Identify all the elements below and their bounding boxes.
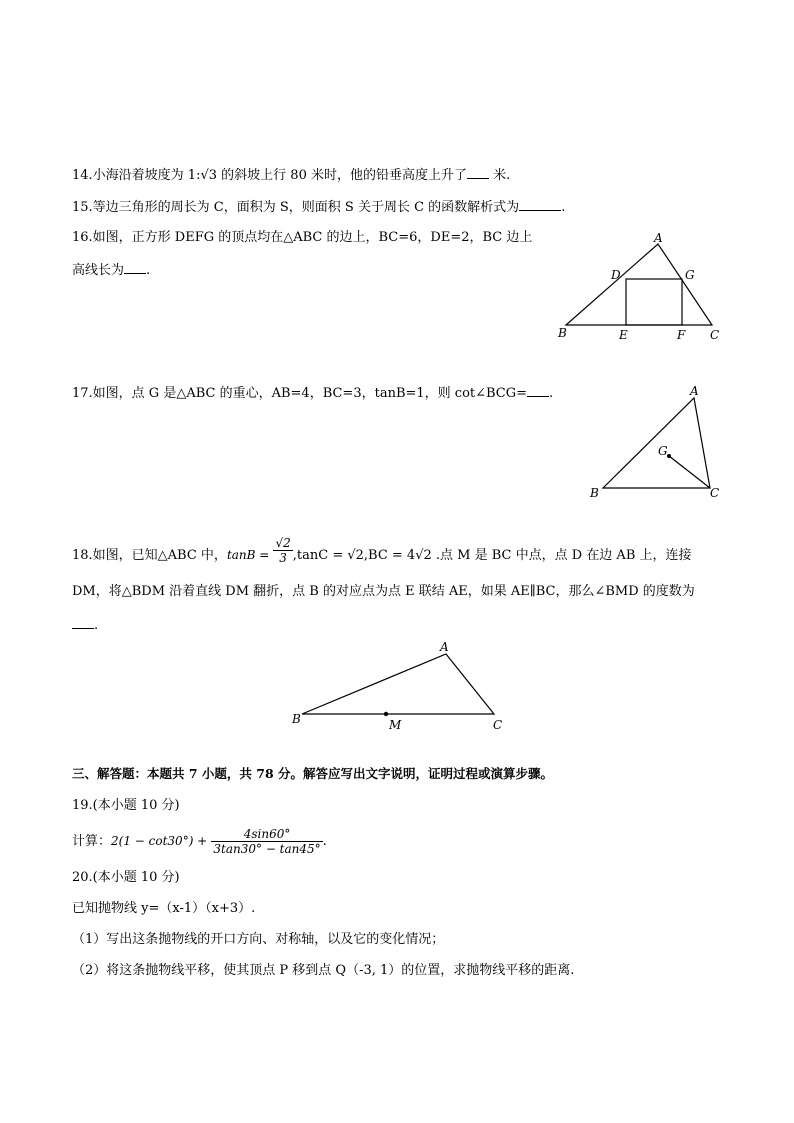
q20-part1: （1）写出这条抛物线的开口方向、对称轴，以及它的变化情况； (72, 932, 445, 947)
q16-label-f: F (677, 328, 686, 342)
question-19-body (72, 826, 327, 857)
q19-end: . (322, 834, 327, 849)
q15-text: 15.等边三角形的周长为 C，面积为 S，则面积 S 关于周长 C 的函数解析式为 (72, 200, 520, 215)
q14-sqrt: √3 (200, 168, 218, 183)
q16-label-b: B (558, 326, 567, 340)
q17-end: . (549, 386, 554, 401)
q18-frac-den: 3 (279, 551, 287, 565)
q18-label-m: M (389, 718, 402, 732)
q18-end: . (94, 618, 99, 633)
q16-label-c: C (710, 328, 720, 342)
q19-frac-den: 3tan30° − tan45° (213, 842, 321, 856)
q16-end: . (146, 263, 151, 278)
q14-text-before: 14.小海沿着坡度为 1: (72, 168, 201, 183)
q18-label-c: C (493, 718, 503, 732)
question-20-given (72, 899, 255, 919)
q15-end: . (561, 200, 566, 215)
q17-label-a: A (690, 384, 699, 398)
q19-header: 19.(本小题 10 分) (72, 798, 180, 813)
q17-label-b: B (590, 486, 599, 500)
q14-unit: 米. (488, 168, 511, 183)
q16-label-a: A (654, 231, 663, 245)
q16-label-g: G (685, 268, 695, 282)
q19-calc-label: 计算： (72, 834, 112, 849)
q16-line1: 16.如图，正方形 DEFG 的顶点均在△ABC 的边上，BC=6，DE=2，BC 边上 (72, 230, 533, 245)
q18-rest1: ,tanC = √2,BC = 4√2 .点 M 是 BC 中点，点 D 在边 AB 上，连接 (292, 548, 692, 563)
q18-line2: DM，将△BDM 沿着直线 DM 翻折，点 B 的对应点为点 E 联结 AE，如果 AE∥BC，那么∠BMD 的度数为 (72, 584, 695, 599)
q20-header: 20.(本小题 10 分) (72, 870, 180, 885)
q18-point-m (384, 712, 388, 716)
q19-expr-left: 2(1 − cot30°) + (111, 834, 208, 848)
q18-prefix: 18.如图，已知△ABC 中， (72, 548, 227, 563)
q18-label-b: B (292, 712, 301, 726)
q16-label-e: E (619, 328, 628, 342)
q18-label-a: A (440, 640, 449, 654)
question-19-header (72, 796, 180, 816)
q18-tanb: tanB = (226, 548, 270, 562)
q16-label-d: D (611, 268, 621, 282)
q19-frac-num: 4sin60° (211, 827, 322, 842)
q18-triangle (302, 654, 494, 714)
q20-given: 已知抛物线 y=（x-1）（x+3）. (72, 901, 256, 916)
q17-label-g: G (658, 444, 668, 458)
q14-text-after: 的斜坡上行 80 米时，他的铅垂高度上升了 (217, 168, 467, 183)
q19-fraction (211, 827, 322, 856)
q17-text: 17.如图，点 G 是△ABC 的重心，AB=4，BC=3，tanB=1，则 cot∠BCG= (72, 386, 528, 401)
q17-label-c: C (710, 486, 720, 500)
q20-part2: （2）将这条抛物线平移，使其顶点 P 移到点 Q（-3, 1）的位置，求抛物线平移的距离. (72, 963, 575, 978)
section-3-heading (72, 764, 553, 784)
question-20-part2 (72, 961, 574, 981)
q16-line2: 高线长为 (72, 263, 125, 278)
q18-frac-num: √2 (275, 536, 291, 550)
question-20-part1 (72, 930, 444, 950)
section-3-text: 三、解答题：本题共 7 小题，共 78 分。解答应写出文字说明，证明过程或演算步骤。 (72, 766, 554, 781)
question-20-header (72, 868, 180, 888)
